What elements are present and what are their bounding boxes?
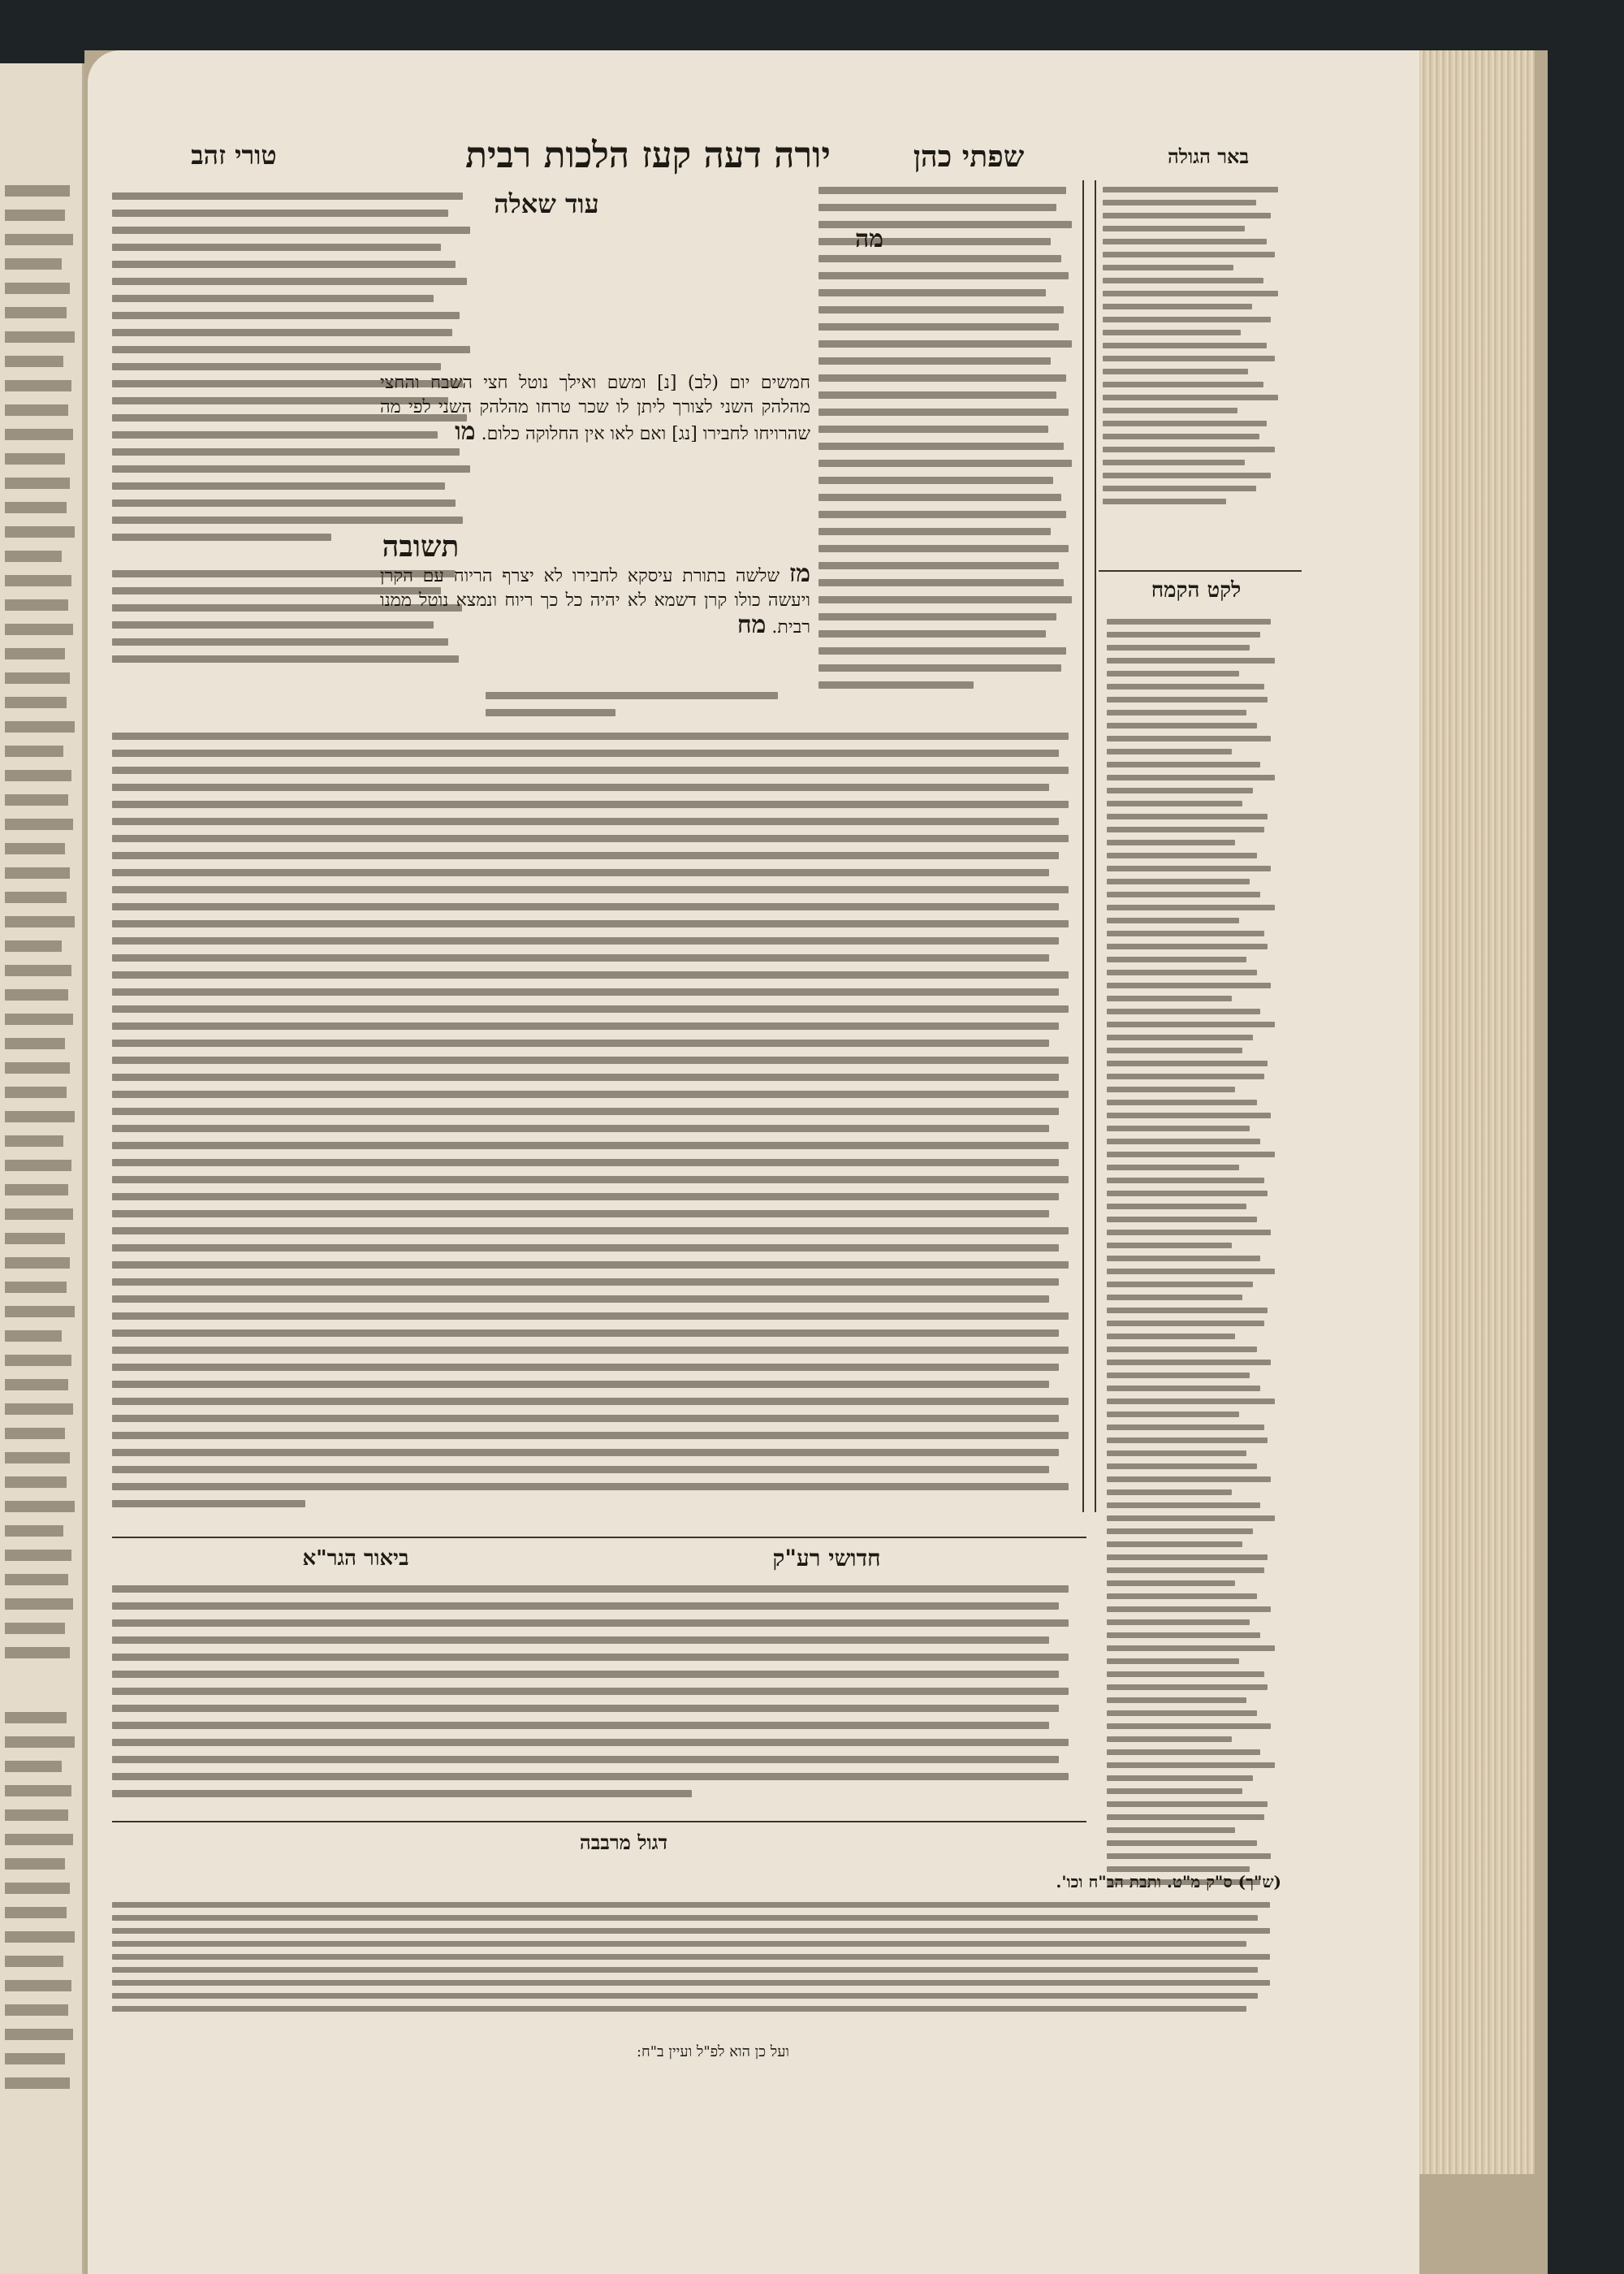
running-head-taz: טורי זהב bbox=[191, 140, 277, 171]
dagul-merevavah-title: דגול מרבבה bbox=[579, 1831, 668, 1854]
shulchan-aruch-seif-1: חמשים יום (לב) [נ] ומשם ואילך נוטל חצי השבח והחצי מהלהק השני לצורך ליתן לו שכר טרחו מהלהק השני לפי מה שהרויחו לחבירו [נג] ואם לאו אין החלוקה כלום. מו bbox=[380, 373, 810, 446]
shulchan-aruch-seif-2: מז שלשה בתורת עיסקא לחבירו לא יצרף הריוח עם הקרן ויעשה כולו קרן דשמא לא יהיה כל כך ריוח ונמצא נוטל ממנו רבית. מח bbox=[380, 562, 810, 639]
dagul-opening: (ש"ך) ס"ק מ"ט. ותבת הב"ח וכו'. bbox=[1056, 1872, 1281, 1891]
running-head-shach: שפתי כהן bbox=[913, 140, 1025, 174]
shach-bold-word: מה bbox=[854, 227, 883, 253]
book-page bbox=[88, 50, 1419, 2274]
taz-teshuvah-word: תשובה bbox=[382, 530, 460, 564]
leket-hakemach-title: לקט הקמח bbox=[1151, 578, 1242, 603]
beer-hagolah-column bbox=[1103, 187, 1289, 560]
running-head-beer-hagolah: באר הגולה bbox=[1167, 145, 1250, 168]
page-edges bbox=[1413, 50, 1535, 2174]
taz-opening-word: עוד שאלה bbox=[494, 188, 599, 219]
page-title: יורה דעה קעז הלכות רבית bbox=[465, 135, 831, 176]
section-rule bbox=[112, 1537, 1086, 1538]
column-rule bbox=[1099, 570, 1302, 572]
dagul-merevavah-text bbox=[112, 1902, 1281, 2040]
chiddushei-rabbi-akiva-title: חדושי רע"ק bbox=[772, 1545, 881, 1571]
biur-hagra-title: ביאור הגר"א bbox=[302, 1546, 409, 1571]
lower-commentary-block bbox=[112, 1585, 1078, 1813]
section-rule bbox=[112, 1821, 1086, 1822]
shulchan-aruch-tail bbox=[486, 692, 810, 724]
wide-commentary-block bbox=[112, 733, 1078, 1528]
facing-page bbox=[0, 63, 84, 2274]
leket-hakemach-column bbox=[1107, 619, 1285, 1886]
column-rule bbox=[1095, 180, 1096, 1512]
shach-column bbox=[818, 187, 1077, 707]
dagul-closing: ועל כן הוא לפ"ל ועיין ב"ח: bbox=[636, 2043, 789, 2060]
column-rule bbox=[1082, 180, 1084, 1512]
